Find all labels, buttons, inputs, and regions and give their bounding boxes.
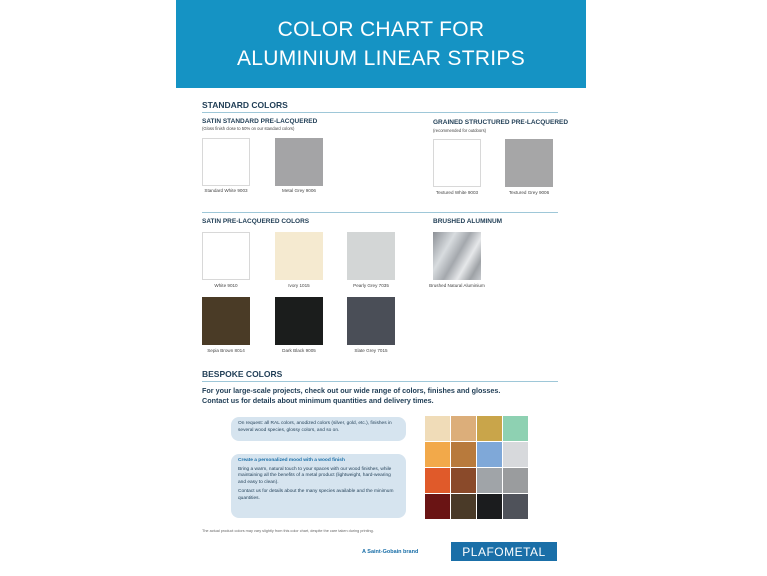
- bespoke-finishes-grid: [425, 416, 528, 519]
- swatch-label: Textured White 9003: [435, 190, 479, 195]
- swatch-label: Brushed Natural Aluminium: [429, 283, 485, 288]
- swatch-label: Textured Grey 9006: [508, 190, 550, 195]
- swatch-slate-grey-7015: [347, 297, 395, 345]
- swatch-label: Ivory 1015: [288, 283, 310, 288]
- swatch-standard-white: [202, 138, 250, 186]
- grained-note: (recommended for outdoors): [433, 128, 487, 133]
- wood-finish-title: Create a personalized mood with a wood finish: [238, 458, 345, 463]
- swatch-white-9010: [202, 232, 250, 280]
- standard-divider: [202, 112, 558, 113]
- bespoke-finish-tile: [425, 416, 450, 441]
- swatch-label: White 9010: [214, 283, 238, 288]
- swatch-brushed-aluminium: [433, 232, 481, 280]
- swatch-sepia-brown-8014: [202, 297, 250, 345]
- swatch-pearly-grey-7035: [347, 232, 395, 280]
- bespoke-finish-tile: [425, 468, 450, 493]
- wood-finish-box: [231, 454, 406, 518]
- satin-colors-heading: SATIN PRE-LACQUERED COLORS: [202, 218, 310, 225]
- swatch-dark-black-9005: [275, 297, 323, 345]
- bespoke-finish-tile: [451, 416, 476, 441]
- swatch-label: Dark Black 9005: [282, 348, 316, 353]
- bespoke-divider: [202, 381, 558, 382]
- brushed-aluminum-heading: BRUSHED ALUMINUM: [433, 218, 503, 225]
- bespoke-intro-2: Contact us for details about minimum quantities and delivery times.: [202, 396, 434, 405]
- wood-finish-text-2: Contact us for details about the many species available and the minimum quantities.: [238, 489, 394, 501]
- swatch-label: Sepia Brown 8014: [207, 348, 245, 353]
- request-info-box: [231, 417, 406, 441]
- swatch-label: Standard White 9003: [204, 188, 248, 193]
- bespoke-finish-tile: [477, 416, 502, 441]
- bespoke-colors-heading: BESPOKE COLORS: [202, 369, 283, 379]
- standard-colors-heading: STANDARD COLORS: [202, 100, 288, 110]
- bespoke-finish-tile: [503, 442, 528, 467]
- bespoke-finish-tile: [451, 442, 476, 467]
- bespoke-finish-tile: [477, 468, 502, 493]
- satin-standard-note: (Gloss finish close to 50% on our standard colors): [202, 126, 295, 131]
- swatch-metal-grey: [275, 138, 323, 186]
- request-info-text: On request: all RAL colors, anodized colors (silver, gold, etc.), finishes in several wood species, glossy colors, and so on.: [238, 421, 392, 433]
- swatch-label: Metal Grey 9006: [282, 188, 316, 193]
- bespoke-finish-tile: [425, 442, 450, 467]
- title-line-1: COLOR CHART FOR: [277, 18, 485, 41]
- swatch-textured-grey: [505, 139, 553, 187]
- bespoke-finish-tile: [503, 416, 528, 441]
- wood-finish-text-1: Bring a warm, natural touch to your spaces with our wood finishes, while maintaining all the benefits of a metal product (lightweight, hard-wearing and easy to clean).: [238, 466, 392, 485]
- grained-heading: GRAINED STRUCTURED PRE-LACQUERED: [433, 119, 569, 126]
- swatch-textured-white: [433, 139, 481, 187]
- swatch-ivory-1015: [275, 232, 323, 280]
- bespoke-finish-tile: [477, 442, 502, 467]
- bespoke-finish-tile: [451, 494, 476, 519]
- bespoke-finish-tile: [503, 468, 528, 493]
- title-banner: [176, 0, 586, 88]
- bespoke-finish-tile: [425, 494, 450, 519]
- bespoke-finish-tile: [451, 468, 476, 493]
- plafometal-logo: PLAFOMETAL: [451, 542, 557, 561]
- satin-standard-heading: SATIN STANDARD PRE-LACQUERED: [202, 118, 318, 125]
- title-line-2: ALUMINIUM LINEAR STRIPS: [236, 47, 526, 70]
- bespoke-finish-tile: [503, 494, 528, 519]
- satin-divider: [202, 212, 558, 213]
- bespoke-intro-1: For your large-scale projects, check out our wide range of colors, finishes and glosses.: [202, 386, 501, 395]
- saint-gobain-brand: A Saint-Gobain brand: [362, 549, 419, 555]
- swatch-label: Pearly Grey 7035: [353, 283, 389, 288]
- swatch-label: Slate Grey 7015: [354, 348, 388, 353]
- bespoke-finish-tile: [477, 494, 502, 519]
- footnote: The actual product colors may vary slightly from this color chart, despite the care taken during printing.: [202, 529, 374, 533]
